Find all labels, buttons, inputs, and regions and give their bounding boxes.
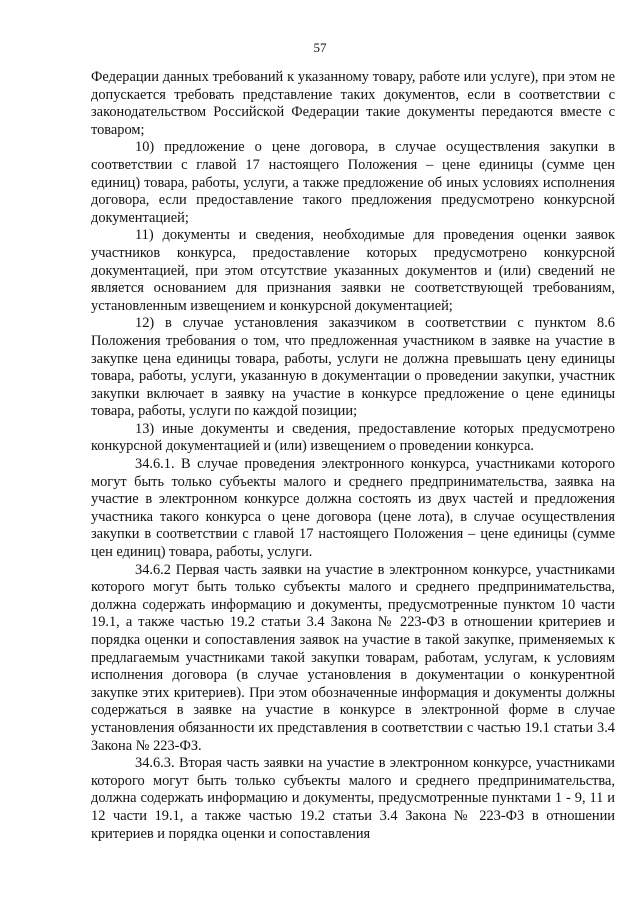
document-body	[91, 69, 615, 843]
paragraph-item-10: 10) предложение о цене договора, в случае осуществления закупки в соответствии с главой 17 настоящего Положения – цене единицы (сумме цен единиц) товара, работы, услуги, а также предложение об иных условиях исполнения договора, если предоставление такого предложения предусмотрено конкурсной документацией;	[91, 139, 615, 226]
paragraph-item-13: 13) иные документы и сведения, предоставление которых предусмотрено конкурсной документацией и (или) извещением о проведении конкурса.	[91, 420, 615, 455]
paragraph-item-11: 11) документы и сведения, необходимые для проведения оценки заявок участников конкурса, предоставление которых предусмотрено конкурсной документацией, при этом отсутствие указанных документов и (или) сведений не является основанием для признания заявки не соответствующей требованиям, установленным извещением и конкурсной документацией;	[91, 227, 615, 314]
paragraph-continuation: Федерации данных требований к указанному товару, работе или услуге), при этом не допускается требовать представление таких документов, если в соответствии с законодательством Российской Федерации такие документы передаются вместе с товаром;	[91, 69, 615, 138]
paragraph-34-6-2: 34.6.2 Первая часть заявки на участие в электронном конкурсе, участниками которого могут быть только субъекты малого и среднего предпринимательства, должна содержать информацию и документы, предусмотренные пунктом 10 части 19.1, а также частью 19.2 статьи 3.4 Закона № 223-ФЗ в отношении критериев и порядка оценки и сопоставления заявок на участие в такой закупке, применяемых к предлагаемым участниками такой закупки товарам, работам, услугам, к условиям исполнения договора (в случае установления в документации о конкурентной закупке этих критериев). При этом обозначенные информация и документы должны содержаться в заявке на участие в конкурсе в электронной форме в случае установления обязанности их представления в соответствии с частью 19.1 статьи 3.4 Закона № 223-ФЗ.	[91, 561, 615, 754]
page-number: 57	[313, 40, 327, 55]
paragraph-34-6-3: 34.6.3. Вторая часть заявки на участие в электронном конкурсе, участниками которого могут быть только субъекты малого и среднего предпринимательства, должна содержать информацию и документы, предусмотренные пунктами 1 - 9, 11 и 12 части 19.1, а также частью 19.2 статьи 3.4 Закона № 223-ФЗ в отношении критериев и порядка оценки и сопоставления	[91, 755, 615, 842]
paragraph-34-6-1: 34.6.1. В случае проведения электронного конкурса, участниками которого могут быть только субъекты малого и среднего предпринимательства, заявка на участие в электронном конкурсе должна состоять из двух частей и предложения участника такого конкурса о цене договора (цене лота), в случае осуществления закупки в соответствии с главой 17 настоящего Положения – цене единицы (сумме цен единиц) товара, работы, услуги.	[91, 456, 615, 561]
paragraph-item-12: 12) в случае установления заказчиком в соответствии с пунктом 8.6 Положения требования о том, что предложенная участником в заявке на участие в закупке цена единицы товара, работы, услуги не должна превышать цену единицы товара, работы, услуги, указанную в документации о проведении закупки, участник закупки включает в заявку на участие в конкурсе предложение о цене единицы товара, работы, услуги по каждой позиции;	[91, 315, 615, 420]
